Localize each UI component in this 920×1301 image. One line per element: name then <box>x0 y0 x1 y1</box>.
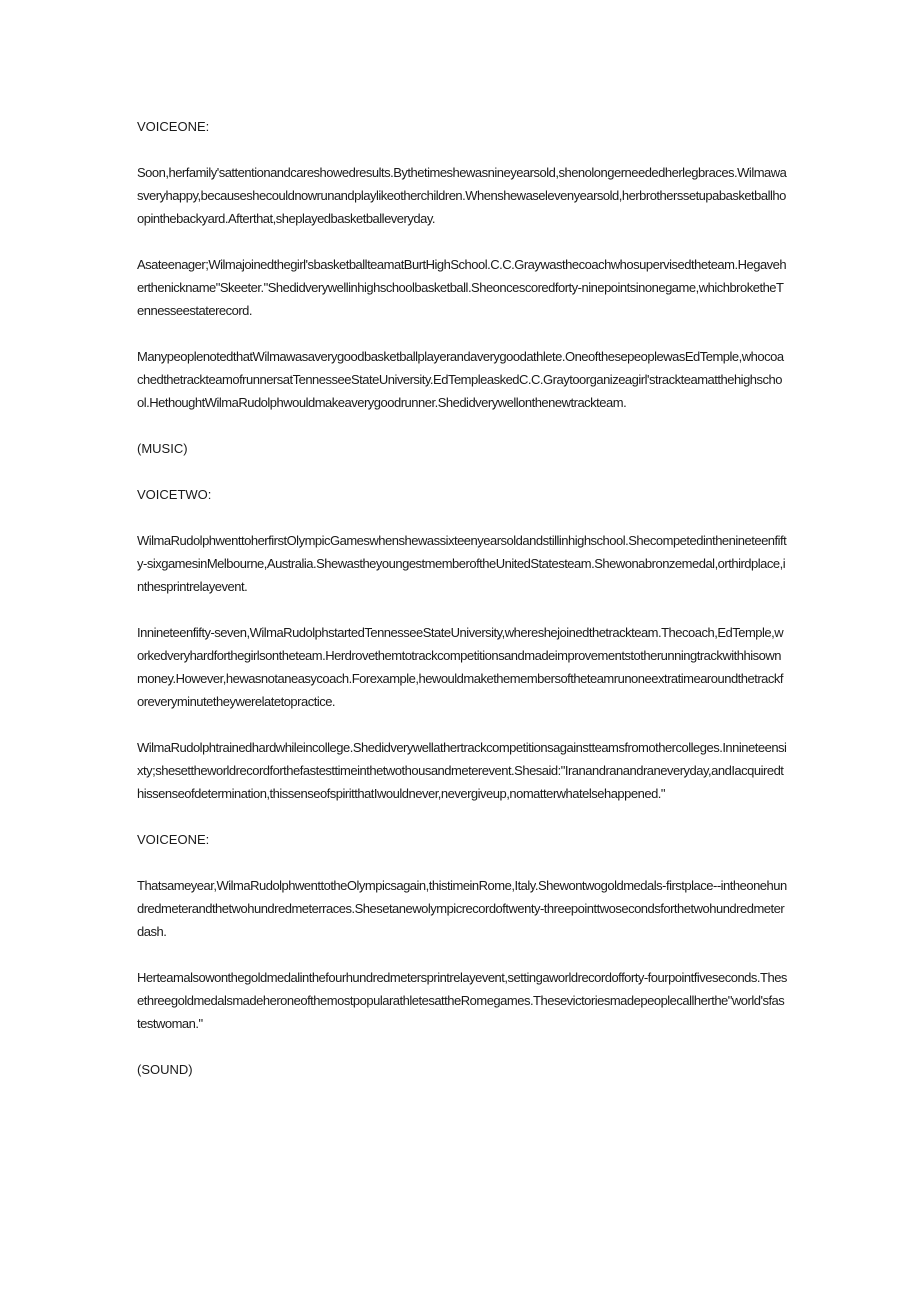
speaker-label: VOICEONE: <box>137 119 210 134</box>
document-body <box>137 115 787 1104</box>
paragraph: WilmaRudolphtrainedhardwhileincollege.Shedidverywellathertrackcompetitionsagainstteamsfromothercolleges.Innineteensixty;shesettheworldrecordforthefastesttimeinthetwothousandmeterevent.Shesaid:"Iranandranandraneveryday,andIacquiredthissenseofdetermination,thissenseofspiritthatIwouldnever,nevergiveup,nomatterwhatelsehappened." <box>137 740 787 801</box>
paragraph: ManypeoplenotedthatWilmawasaverygoodbasketballplayerandaverygoodathlete.OneofthesepeoplewasEdTemple,whocoachedthetrackteamofrunnersatTennesseeStateUniversity.EdTempleaskedC.C.Graytoorganizeagirl'strackteamatthehighschool.HethoughtWilmaRudolphwouldmakeaverygoodrunner.Shedidverywellonthenewtrackteam. <box>137 349 784 410</box>
speaker-label: VOICETWO: <box>137 487 212 502</box>
paragraph: Thatsameyear,WilmaRudolphwenttotheOlympicsagain,thistimeinRome,Italy.Shewontwogoldmedals-firstplace--intheonehundredmeterandthetwohundredmeterraces.Shesetanewolympicrecordoftwenty-threepointtwosecondsforthetwohundredmeterdash. <box>137 878 787 939</box>
paragraph: Asateenager;Wilmajoinedthegirl'sbasketballteamatBurtHighSchool.C.C.Graywasthecoachwhosupervisedtheteam.Hegaveherthenickname"Skeeter."Shedidverywellinhighschoolbasketball.Sheoncescoredforty-ninepointsinonegame,whichbroketheTennesseestaterecord. <box>137 257 787 318</box>
speaker-label: VOICEONE: <box>137 832 210 847</box>
paragraph: Herteamalsowonthegoldmedalinthefourhundredmetersprintrelayevent,settingaworldrecordofforty-fourpointfiveseconds.ThesethreegoldmedalsmadeheroneofthemostpopularathletesattheRomegames.Thesevictoriesmadepeoplecallherthe"world'sfastestwoman." <box>137 970 787 1031</box>
paragraph: WilmaRudolphwenttoherfirstOlympicGameswhenshewassixteenyearsoldandstillinhighschool.Shecompetedinthenineteenfifty-sixgamesinMelbourne,Australia.ShewastheyoungestmemberoftheUnitedStatesteam.Shewonabronzemedal,orthirdplace,inthesprintrelayevent. <box>137 533 787 594</box>
cue-label: (MUSIC) <box>137 441 188 456</box>
cue-label: (SOUND) <box>137 1062 193 1077</box>
paragraph: Soon,herfamily'sattentionandcareshowedresults.Bythetimeshewasnineyearsold,shenolongerneededherlegbraces.Wilmawasveryhappy,becauseshecouldnowrunandplaylikeotherchildren.Whenshewaselevenyearsold,herbrotherssetupabasketballhoopinthebackyard.Afterthat,sheplayedbasketballeveryday. <box>137 165 787 226</box>
paragraph: Innineteenfifty-seven,WilmaRudolphstartedTennesseeStateUniversity,whereshejoinedthetrackteam.Thecoach,EdTemple,workedveryhardforthegirlsontheteam.Herdrovethemtotrackcompetitionsandmadeimprovementstotherunningtrackwithhisownmoney.However,hewasnotaneasycoach.Forexample,hewouldmakethemembersoftheteamrunoneextratimearoundthetrackforeveryminutetheywerelatetopractice. <box>137 625 784 709</box>
